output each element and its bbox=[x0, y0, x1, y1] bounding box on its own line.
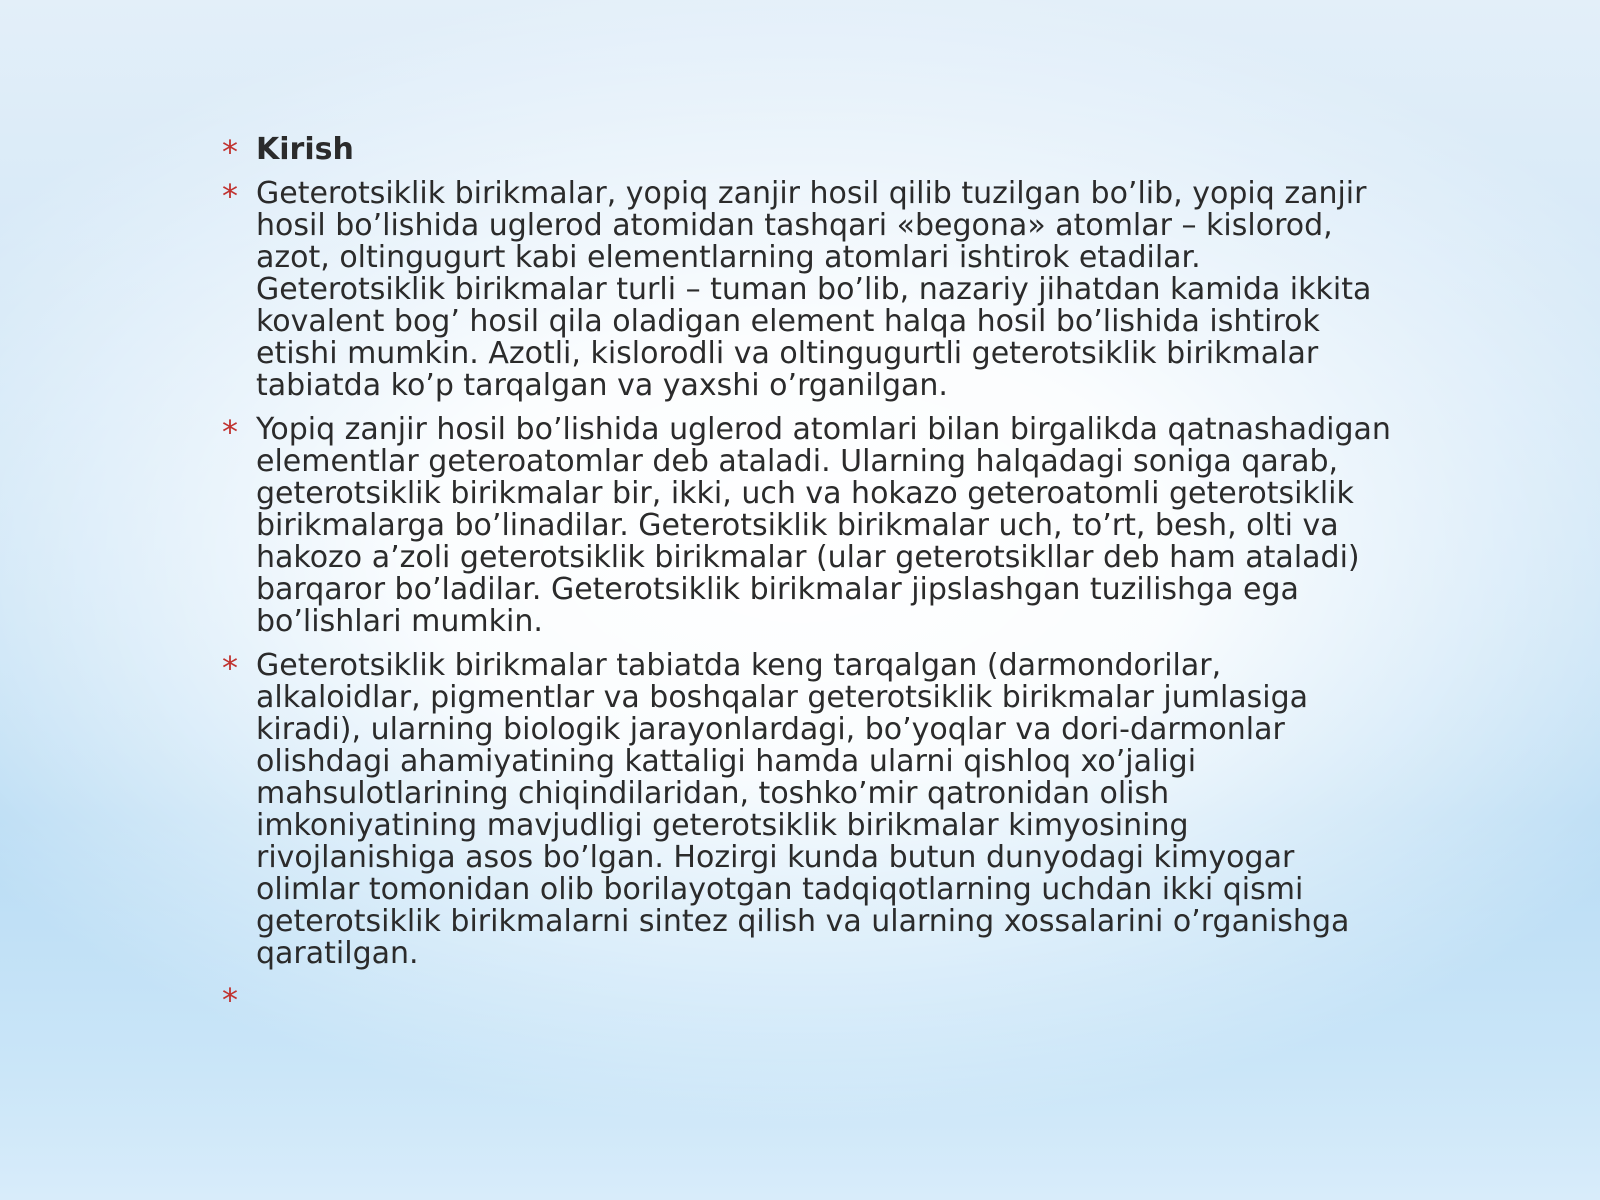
asterisk-bullet-icon: * bbox=[222, 413, 238, 451]
bullet-list bbox=[222, 134, 1392, 1030]
asterisk-bullet-icon: * bbox=[222, 177, 238, 215]
bullet-item-kirish bbox=[222, 132, 1392, 171]
asterisk-bullet-icon: * bbox=[222, 981, 238, 1019]
bullet-item bbox=[222, 178, 1392, 402]
bullet-item bbox=[222, 414, 1392, 638]
empty-bullet-item bbox=[222, 982, 1392, 1018]
section-heading: Kirish bbox=[256, 132, 354, 167]
paragraph-text: Geterotsiklik birikmalar, yopiq zanjir hosil qilib tuzilgan bo’lib, yopiq zanjir hosil bo’lishida uglerod atomidan tashqari «begona» atomlar – kislorod, azot, oltingugurt kabi elementlarning atomlari ishtirok etadilar. Geterotsiklik birikmalar turli – tuman bo’lib, nazariy jihatdan kamida ikkita kovalent bog’ hosil qila oladigan element halqa hosil bo’lishida ishtirok etishi mumkin. Azotli, kislorodli va oltingugurtli geterotsiklik birikmalar tabiatda ko’p tarqalgan va yaxshi o’rganilgan. bbox=[256, 176, 1372, 403]
asterisk-bullet-icon: * bbox=[222, 649, 238, 687]
paragraph-text: Yopiq zanjir hosil bo’lishida uglerod atomlari bilan birgalikda qatnashadigan elementlar geteroatomlar deb ataladi. Ularning halqadagi soniga qarab, geterotsiklik birikmalar bir, ikki, uch va hokazo geteroatomli geterotsiklik birikmalarga bo’linadilar. Geterotsiklik birikmalar uch, to’rt, besh, olti va hakozo a’zoli geterotsiklik birikmalar (ular geterotsikllar deb ham ataladi) barqaror bo’ladilar. Geterotsiklik birikmalar jipslashgan tuzilishga ega bo’lishlari mumkin. bbox=[256, 412, 1391, 639]
asterisk-bullet-icon: * bbox=[222, 133, 238, 171]
paragraph-text: Geterotsiklik birikmalar tabiatda keng tarqalgan (darmondorilar, alkaloidlar, pigmentlar va boshqalar geterotsiklik birikmalar jumlasiga kiradi), ularning biologik jarayonlardagi, bo’yoqlar va dori-darmonlar olishdagi ahamiyatining kattaligi hamda ularni qishloq xo’jaligi mahsulotlarining chiqindilaridan, toshko’mir qatronidan olish imkoniyatining mavjudligi geterotsiklik birikmalar kimyosining rivojlanishiga asos bo’lgan. Hozirgi kunda butun dunyodagi kimyogar olimlar tomonidan olib borilayotgan tadqiqotlarning uchdan ikki qismi geterotsiklik birikmalarni sintez qilish va ularning xossalarini o’rganishga qaratilgan. bbox=[256, 648, 1350, 971]
bullet-item bbox=[222, 650, 1392, 970]
